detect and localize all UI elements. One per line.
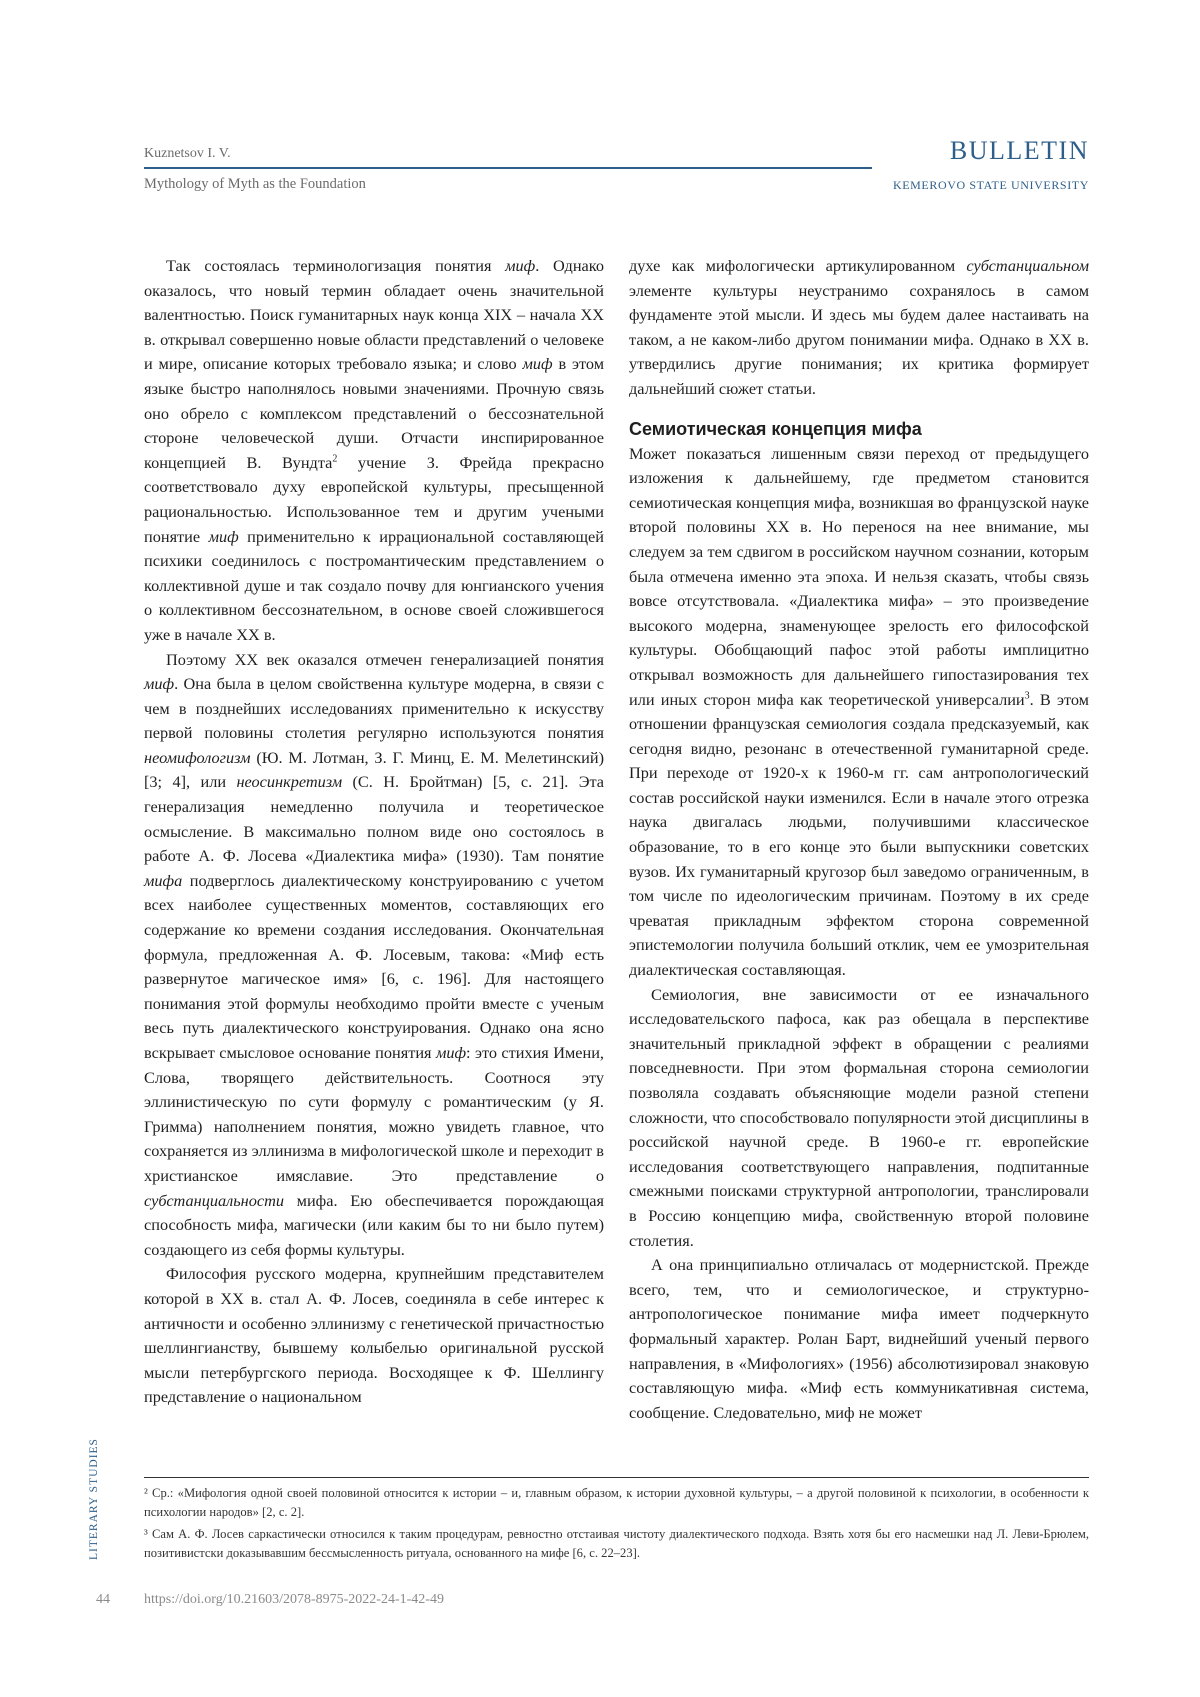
- section-heading: Семиотическая концепция мифа: [629, 418, 922, 439]
- footnote-2: ² Ср.: «Мифология одной своей половиной относится к истории – и, главным образом, к истории духовной культуры, – а другой половиной к психологии, в особенности к психологии народов» [2, с. 2].: [144, 1486, 1089, 1519]
- right-paragraph-4: А она принципиально отличалась от модернистской. Прежде всего, тем, что и семиологическое, и структурно-антропологическое понимание мифа имеет подчеркнуто формальный характер. Ролан Барт, виднейший ученый первого направления, в «Мифологиях» (1956) абсолютизировал знаковую составляющую мифа. «Миф есть коммуникативная система, сообщение. Следовательно, миф не может: [629, 1255, 1089, 1422]
- header-author: Kuznetsov I. V.: [144, 146, 231, 161]
- footnote-ref-3: 3: [1024, 690, 1030, 702]
- footnote-3: ³ Сам А. Ф. Лосев саркастически относился к таким процедурам, ревностно отстаивая чистоту диалектического подхода. Взять хотя бы его насмешки над Л. Леви-Брюлем, позитивистски доказывавшим бессмысленность ритуала, основанного на мифе [6, с. 22–23].: [144, 1527, 1089, 1560]
- footnote-rule: [144, 1477, 1089, 1478]
- page-number: 44: [96, 1592, 110, 1607]
- header-rule: [144, 167, 872, 169]
- left-paragraph-3: Философия русского модерна, крупнейшим представителем которой в XX в. стал А. Ф. Лосев, соединяла в себе интерес к античности и особенно эллинизму с генетической причастностью шеллингианству, бывшему колыбелью оригинальной русской мысли петербургского периода. Восходящее к Ф. Шеллингу представление о национальном: [144, 1264, 604, 1407]
- footnotes: [144, 1484, 1089, 1566]
- right-paragraph-3: Семиология, вне зависимости от ее изначального исследовательского пафоса, как раз обещала в перспективе значительный прикладной эффект в обращении с реалиями повседневности. При этом формальная сторона семиологии позволяла создавать объясняющие модели разной степени сложности, что способствовало популярности этой дисциплины в российской научной среде. В 1960-е гг. европейские исследования соответствующего направления, подпитанные смежными поисками структурной антропологии, транслировали в Россию концепцию мифа, свойственную второй половине столетия.: [629, 984, 1089, 1250]
- right-paragraph-2: Может показаться лишенным связи переход от предыдущего изложения к дальнейшему, где предметом становится семиотическая концепция мифа, возникшая во французской науке второй половины XX в. Но перенося на нее внимание, мы следуем за тем сдвигом в российском научном сознании, которым была отмечена именно эта эпоха. И нельзя сказать, чтобы связь вовсе отсутствовала. «Диалектика мифа» – это произведение высокого модерна, знаменующее зрелость его философской культуры. Обобщающий пафос этой работы имплицитно открывал возможность для дальнейшего гипостазирования тех или иных сторон мифа как теоретической универсалии$^3$. В этом отношении французская семиология создала предсказуемый, как сегодня видно, резонанс в отечественной гуманитарной среде. При переходе от 1920-х к 1960-м гг. сам антропологический состав российской науки изменился. Если в начале этого отрезка наука двигалась людьми, получившими классическое образование, то в его конце это были выпускники советских вузов. Их гуманитарный кругозор был заведомо ограниченным, в том числе по идеологическим причинам. Поэтому в их среде чреватая прикладным эффектом сторона современной эпистемологии получила больший отклик, чем ее умозрительная диалектическая составляющая.: [629, 443, 1089, 980]
- left-column: [144, 254, 604, 1410]
- header-article-title: Mythology of Myth as the Foundation: [144, 176, 366, 192]
- footnote-ref-2: 2: [332, 453, 338, 465]
- left-paragraph-1: Так состоялась терминологизация понятия миф. Однако оказалось, что новый термин обладает очень значительной валентностью. Поиск гуманитарных наук конца XIX – начала XX в. открывал совершенно новые области представлений о человеке и мире, описание которых требовало языка; и слово миф в этом языке быстро наполнялось новыми значениями. Прочную связь оно обрело с комплексом представлений о бессознательной стороне человеческой души. Отчасти инспирированное концепцией В. Вундта$^2$ учение З. Фрейда прекрасно соответствовало духу европейской культуры, пресыщенной рациональностью. Использованное тем и другим учеными понятие миф применительно к иррациональной составляющей психики соединилось с постромантическим представлением о коллективной душе и так создало почву для юнгианского учения о коллективном бессознательном, в основе своей сложившегося уже в начале XX в.: [144, 256, 604, 644]
- section-side-label: LITERARY STUDIES: [88, 1438, 100, 1560]
- left-paragraph-2: Поэтому XX век оказался отмечен генерализацией понятия миф. Она была в целом свойственна культуре модерна, в связи с чем в позднейших исследованиях применительно к искусству первой половины столетия регулярно используются понятия неомифологизм (Ю. М. Лотман, З. Г. Минц, Е. М. Мелетинский) [3; 4], или неосинкретизм (С. Н. Бройтман) [5, с. 21]. Эта генерализация немедленно получила и теоретическое осмысление. В максимально полном виде оно состоялось в работе А. Ф. Лосева «Диалектика мифа» (1930). Там понятие мифа подверглось диалектическому конструированию с учетом всех наиболее существенных моментов, составляющих его содержание ко времени создания исследования. Окончательная формула, предложенная А. Ф. Лосевым, такова: «Миф есть развернутое магическое имя» [6, с. 196]. Для настоящего понимания этой формулы необходимо пройти вместе с ученым весь путь диалектического конструирования. Однако она ясно вскрывает смысловое основание понятия миф: это стихия Имени, Слова, творящего действительность. Соотнося эту эллинистическую по сути формулу с романтическим (у Я. Гримма) наполнением понятия, можно увидеть главное, что сохраняется из эллинизма в мифологической школе и переходит в христианское имяславие. Это представление о субстанциальности мифа. Ею обеспечивается порождающая способность мифа, магически (или каким бы то ни было путем) создающего из себя формы культуры.: [144, 649, 604, 1259]
- right-column: [629, 254, 1089, 1425]
- journal-university: KEMEROVO STATE UNIVERSITY: [892, 178, 1089, 192]
- doi-link[interactable]: https://doi.org/10.21603/2078-8975-2022-24-1-42-49: [144, 1592, 444, 1607]
- right-paragraph-1: духе как мифологически артикулированном субстанциальном элементе культуры неустранимо сохранялось в самом фундаменте этой мысли. И здесь мы будем далее настаивать на таком, а не каком-либо другом понимании мифа. Однако в XX в. утвердились другие понимания; их критика формирует дальнейший сюжет статьи.: [629, 256, 1089, 398]
- journal-title: BULLETIN: [949, 136, 1089, 165]
